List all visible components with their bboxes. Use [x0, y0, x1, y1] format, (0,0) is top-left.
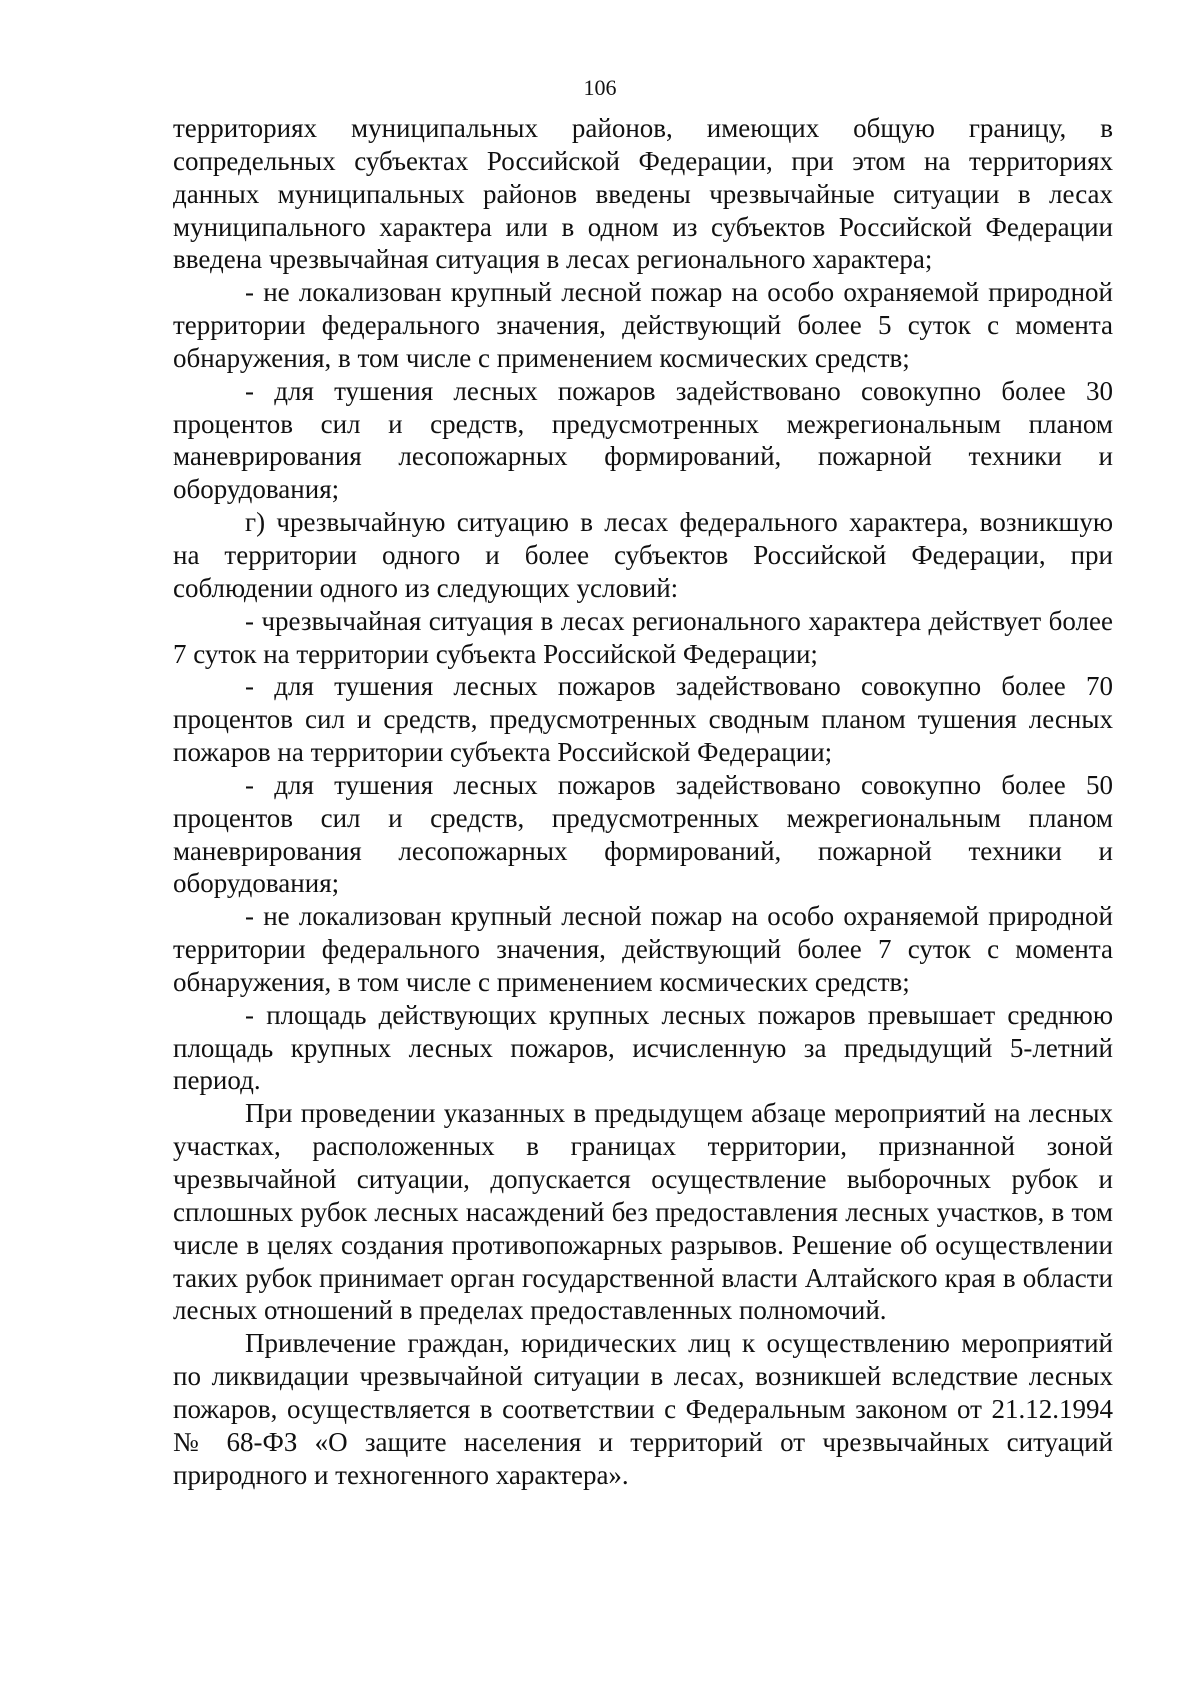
list-item: - не локализован крупный лесной пожар на особо охраняемой природной территории федерального значения, действующий более 5 суток с момента обнаружения, в том числе с применением космических средств;: [173, 277, 1113, 373]
paragraph: Привлечение граждан, юридических лиц к осуществлению мероприятий по ликвидации чрезвычайной ситуации в лесах, возникшей вследствие лесных пожаров, осуществляется в соответствии с Федеральным законом от 21.12.1994 № 68-ФЗ «О защите населения и территорий от чрезвычайных ситуаций природного и техногенного характера».: [173, 1328, 1113, 1490]
list-item: - для тушения лесных пожаров задействовано совокупно более 30 процентов сил и средств, предусмотренных межрегиональным планом маневрирования лесопожарных формирований, пожарной техники и оборудования;: [173, 375, 1113, 505]
list-item: - площадь действующих крупных лесных пожаров превышает среднюю площадь крупных лесных пожаров, исчисленную за предыдущий 5-летний период.: [173, 999, 1113, 1096]
paragraph: г) чрезвычайную ситуацию в лесах федерального характера, возникшую на территории одного и более субъектов Российской Федерации, при соблюдении одного из следующих условий:: [173, 507, 1113, 603]
list-item: - для тушения лесных пожаров задействовано совокупно более 50 процентов сил и средств, предусмотренных межрегиональным планом маневрирования лесопожарных формирований, пожарной техники и оборудования;: [173, 769, 1113, 899]
list-item: - не локализован крупный лесной пожар на особо охраняемой природной территории федерального значения, действующий более 7 суток с момента обнаружения, в том числе с применением космических средств;: [173, 901, 1113, 997]
page-number: 106: [583, 75, 617, 100]
list-item: - для тушения лесных пожаров задействовано совокупно более 70 процентов сил и средств, предусмотренных сводным планом тушения лесных пожаров на территории субъекта Российской Федерации;: [173, 671, 1113, 768]
list-item: - чрезвычайная ситуация в лесах регионального характера действует более 7 суток на территории субъекта Российской Федерации;: [173, 605, 1113, 669]
paragraph-continuation: территориях муниципальных районов, имеющих общую границу, в сопредельных субъектах Российской Федерации, при этом на территориях данных муниципальных районов введены чрезвычайные ситуации в лесах муниципального характера или в одном из субъектов Российской Федерации введена чрезвычайная ситуация в лесах регионального характера;: [173, 113, 1113, 275]
paragraph: При проведении указанных в предыдущем абзаце мероприятий на лесных участках, расположенных в границах территории, признанной зоной чрезвычайной ситуации, допускается осуществление выборочных рубок и сплошных рубок лесных насаждений без предоставления лесных участков, в том числе в целях создания противопожарных разрывов. Решение об осуществлении таких рубок принимает орган государственной власти Алтайского края в области лесных отношений в пределах предоставленных полномочий.: [173, 1098, 1113, 1326]
document-body: [173, 112, 1113, 1491]
